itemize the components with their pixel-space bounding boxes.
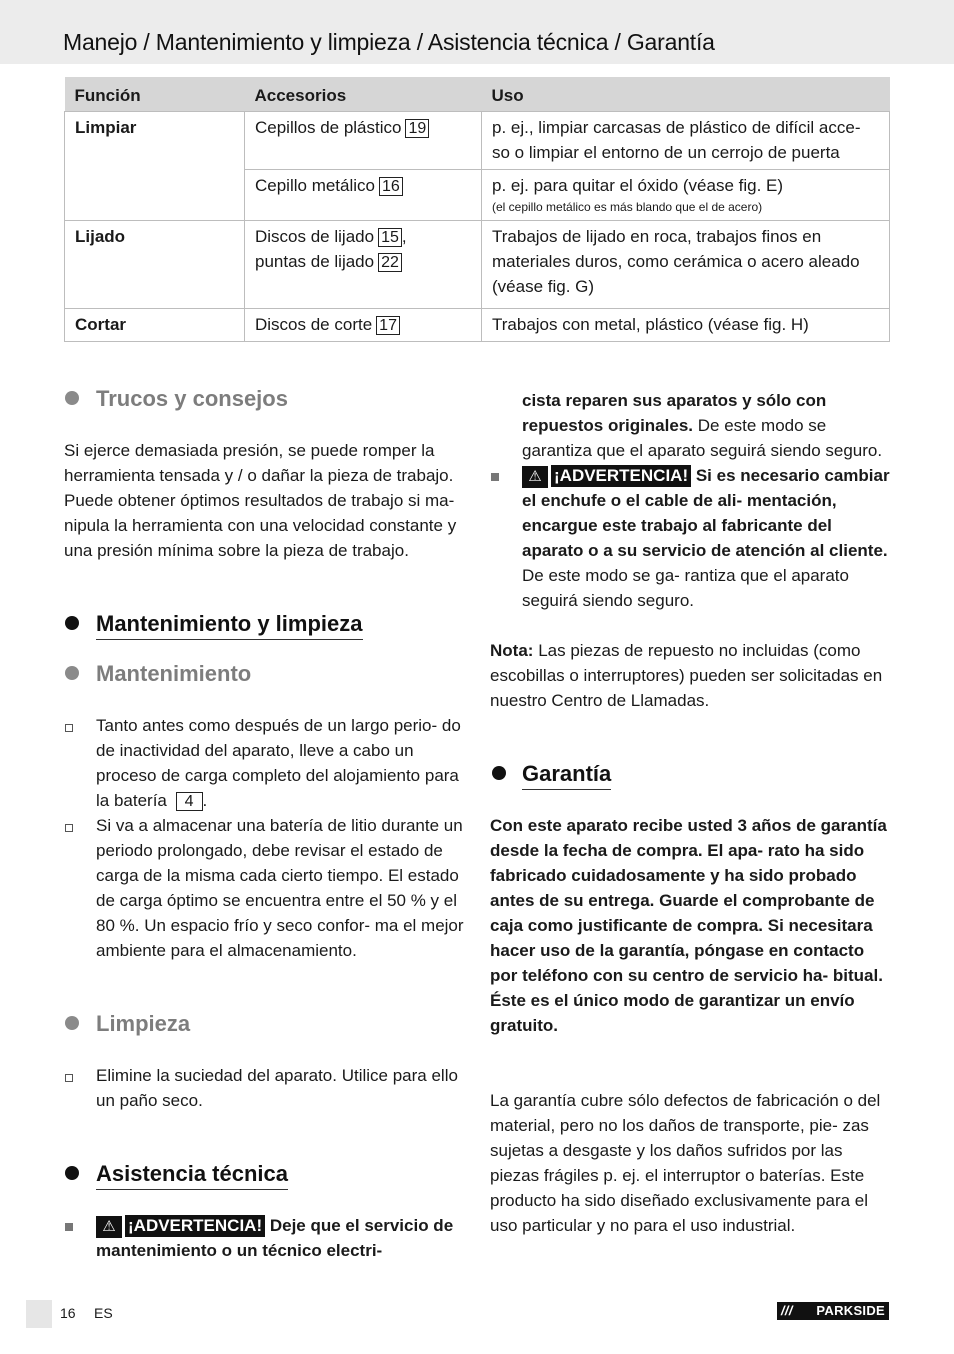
col-header-function: Función — [65, 77, 245, 112]
service-heading: Asistencia técnica — [96, 1160, 288, 1190]
maintenance-item-2: Si va a almacenar una batería de litio durante un periodo prolongado, debe revisar el estado de carga de la misma cada cierto tiempo. El estado de carga óptimo se encuentra entre el 50 % y el 80 %. Un espacio frío y seco confor- ma el mejor ambiente para el almacenamiento. — [96, 816, 464, 960]
cell-accessory — [245, 309, 482, 342]
col-header-accessories: Accesorios — [245, 77, 482, 112]
section-bullet-icon — [492, 766, 506, 780]
cell-accessory — [245, 112, 482, 170]
checkbox-bullet-icon — [65, 824, 73, 832]
table-header-row — [65, 77, 890, 112]
service-item-2-text: De este modo se ga- rantiza que el aparato seguirá siendo seguro. — [522, 566, 849, 610]
use-text: p. ej. para quitar el óxido (véase fig. E) — [492, 176, 784, 195]
accessory-text: Discos de corte — [255, 315, 373, 334]
note-label: Nota: — [490, 641, 534, 660]
service-item-2 — [522, 463, 890, 613]
col-header-use: Uso — [482, 77, 890, 112]
service-item-2-bold: Si es necesario cambiar el enchufe o el cable de ali- mentación, encargue este trabajo al fabricante del aparato o a su servicio de atención al cliente. — [522, 466, 890, 560]
accessory-text: Cepillos de plástico — [255, 118, 402, 137]
cell-use: p. ej., limpiar carcasas de plástico de difícil acce- so o limpiar el entorno de un cerrojo de puerta — [482, 112, 890, 170]
bullet-icon — [65, 1223, 73, 1231]
service-item-1-start: ⚠ ¡ADVERTENCIA! Deje que el servicio de mantenimiento o un técnico electri- — [96, 1216, 454, 1260]
section-bullet-icon — [65, 1166, 79, 1180]
bullet-icon — [491, 473, 499, 481]
ref-number: 17 — [376, 316, 400, 335]
maintenance-item-1: Tanto antes como después de un largo perio- do de inactividad del aparato, lleve a cabo un proceso de carga completo del alojamiento para la batería 4 . — [96, 716, 461, 810]
warning-label: ¡ADVERTENCIA! — [551, 465, 691, 487]
language-code: ES — [94, 1305, 113, 1321]
tips-heading: Trucos y consejos — [96, 386, 288, 411]
page-title: Manejo / Mantenimiento y limpieza / Asistencia técnica / Garantía — [63, 29, 715, 55]
logo-text: PARKSIDE — [816, 1303, 885, 1318]
cell-function: Cortar — [65, 309, 245, 342]
ref-number: 19 — [405, 119, 429, 138]
ref-number: 22 — [378, 253, 402, 272]
cell-use: Trabajos con metal, plástico (véase fig. H) — [482, 309, 890, 342]
section-bullet-icon — [65, 391, 79, 405]
cell-function: Lijado — [65, 221, 245, 309]
cell-function: Limpiar — [65, 112, 245, 221]
cell-accessory: Discos de lijado 15 , puntas de lijado 22 — [245, 221, 482, 309]
maintenance-heading: Mantenimiento y limpieza — [96, 610, 363, 640]
maintenance-subheading: Mantenimiento — [96, 661, 252, 686]
warranty-heading: Garantía — [522, 760, 611, 790]
warning-triangle-icon: ⚠ — [522, 466, 548, 488]
table-row — [65, 112, 890, 170]
maintenance-item-1-text: Tanto antes como después de un largo perio- do de inactividad del aparato, lleve a cabo un proceso de carga completo del alojamiento para la batería — [96, 716, 461, 810]
table-row — [65, 309, 890, 342]
parkside-logo — [777, 1302, 889, 1320]
use-note: (el cepillo metálico es más blando que el de acero) — [492, 200, 763, 214]
warranty-text: La garantía cubre sólo defectos de fabricación o del material, pero no los daños de transporte, pie- zas sujetas a desgaste y los daños sufridos por las piezas frágiles p. ej. el interruptor o baterías. Este producto ha sido diseñado exclusivamente para el uso particular y no para el uso industrial. — [490, 1091, 881, 1235]
cell-use — [482, 170, 890, 221]
accessory-text: Cepillo metálico — [255, 176, 375, 195]
checkbox-bullet-icon — [65, 724, 73, 732]
warranty-bold-text: Con este aparato recibe usted 3 años de garantía desde la fecha de compra. El apa- rato ha sido fabricado cuidadosamente y ha sido probado antes de su entrega. Guarde el comprobante de caja como justificante de compra. Si necesitara hacer uso de la garantía, póngase en contacto por teléfono con su centro de servicio ha- bitual. Éste es el único modo de garantizar un envío gratuito. — [490, 816, 887, 1035]
ref-number: 15 — [378, 228, 402, 247]
section-bullet-icon — [65, 666, 79, 680]
accessories-table — [64, 77, 890, 342]
service-note — [490, 638, 890, 713]
cell-accessory — [245, 170, 482, 221]
accessory-text: puntas de lijado — [255, 252, 375, 271]
ref-number: 16 — [379, 177, 403, 196]
table-row — [65, 221, 890, 309]
service-item-1-end: cista reparen sus aparatos y sólo con repuestos originales. De este modo se garantiza que el aparato seguirá siendo seguro. — [522, 391, 883, 460]
service-item-1-text: De este modo se garantiza que el aparato seguirá siendo seguro. — [522, 416, 883, 460]
checkbox-bullet-icon — [65, 1074, 73, 1082]
cleaning-item-1: Elimine la suciedad del aparato. Utilice para ello un paño seco. — [96, 1066, 458, 1110]
section-bullet-icon — [65, 1016, 79, 1030]
warning-triangle-icon: ⚠ — [96, 1216, 122, 1238]
ref-number: 4 — [176, 792, 203, 811]
section-bullet-icon — [65, 616, 79, 630]
footer-marker — [26, 1300, 52, 1328]
cleaning-heading: Limpieza — [96, 1011, 191, 1036]
logo-slashes-icon: /// — [781, 1303, 793, 1318]
warning-label: ¡ADVERTENCIA! — [125, 1215, 265, 1237]
tips-text: Si ejerce demasiada presión, se puede romper la herramienta tensada y / o dañar la pieza de trabajo. Puede obtener óptimos resultados de trabajo si ma- nipula la herramienta con una velocidad constante y una presión mínima sobre la pieza de trabajo. — [64, 441, 457, 560]
accessory-text: Discos de lijado — [255, 227, 375, 246]
note-text: Las piezas de repuesto no incluidas (como escobillas o interruptores) pueden ser solicitadas en nuestro Centro de Llamadas. — [490, 641, 883, 710]
cell-use: Trabajos de lijado en roca, trabajos finos en materiales duros, como cerámica o acero aleado (véase fig. G) — [482, 221, 890, 309]
page-number: 16 — [60, 1305, 76, 1321]
